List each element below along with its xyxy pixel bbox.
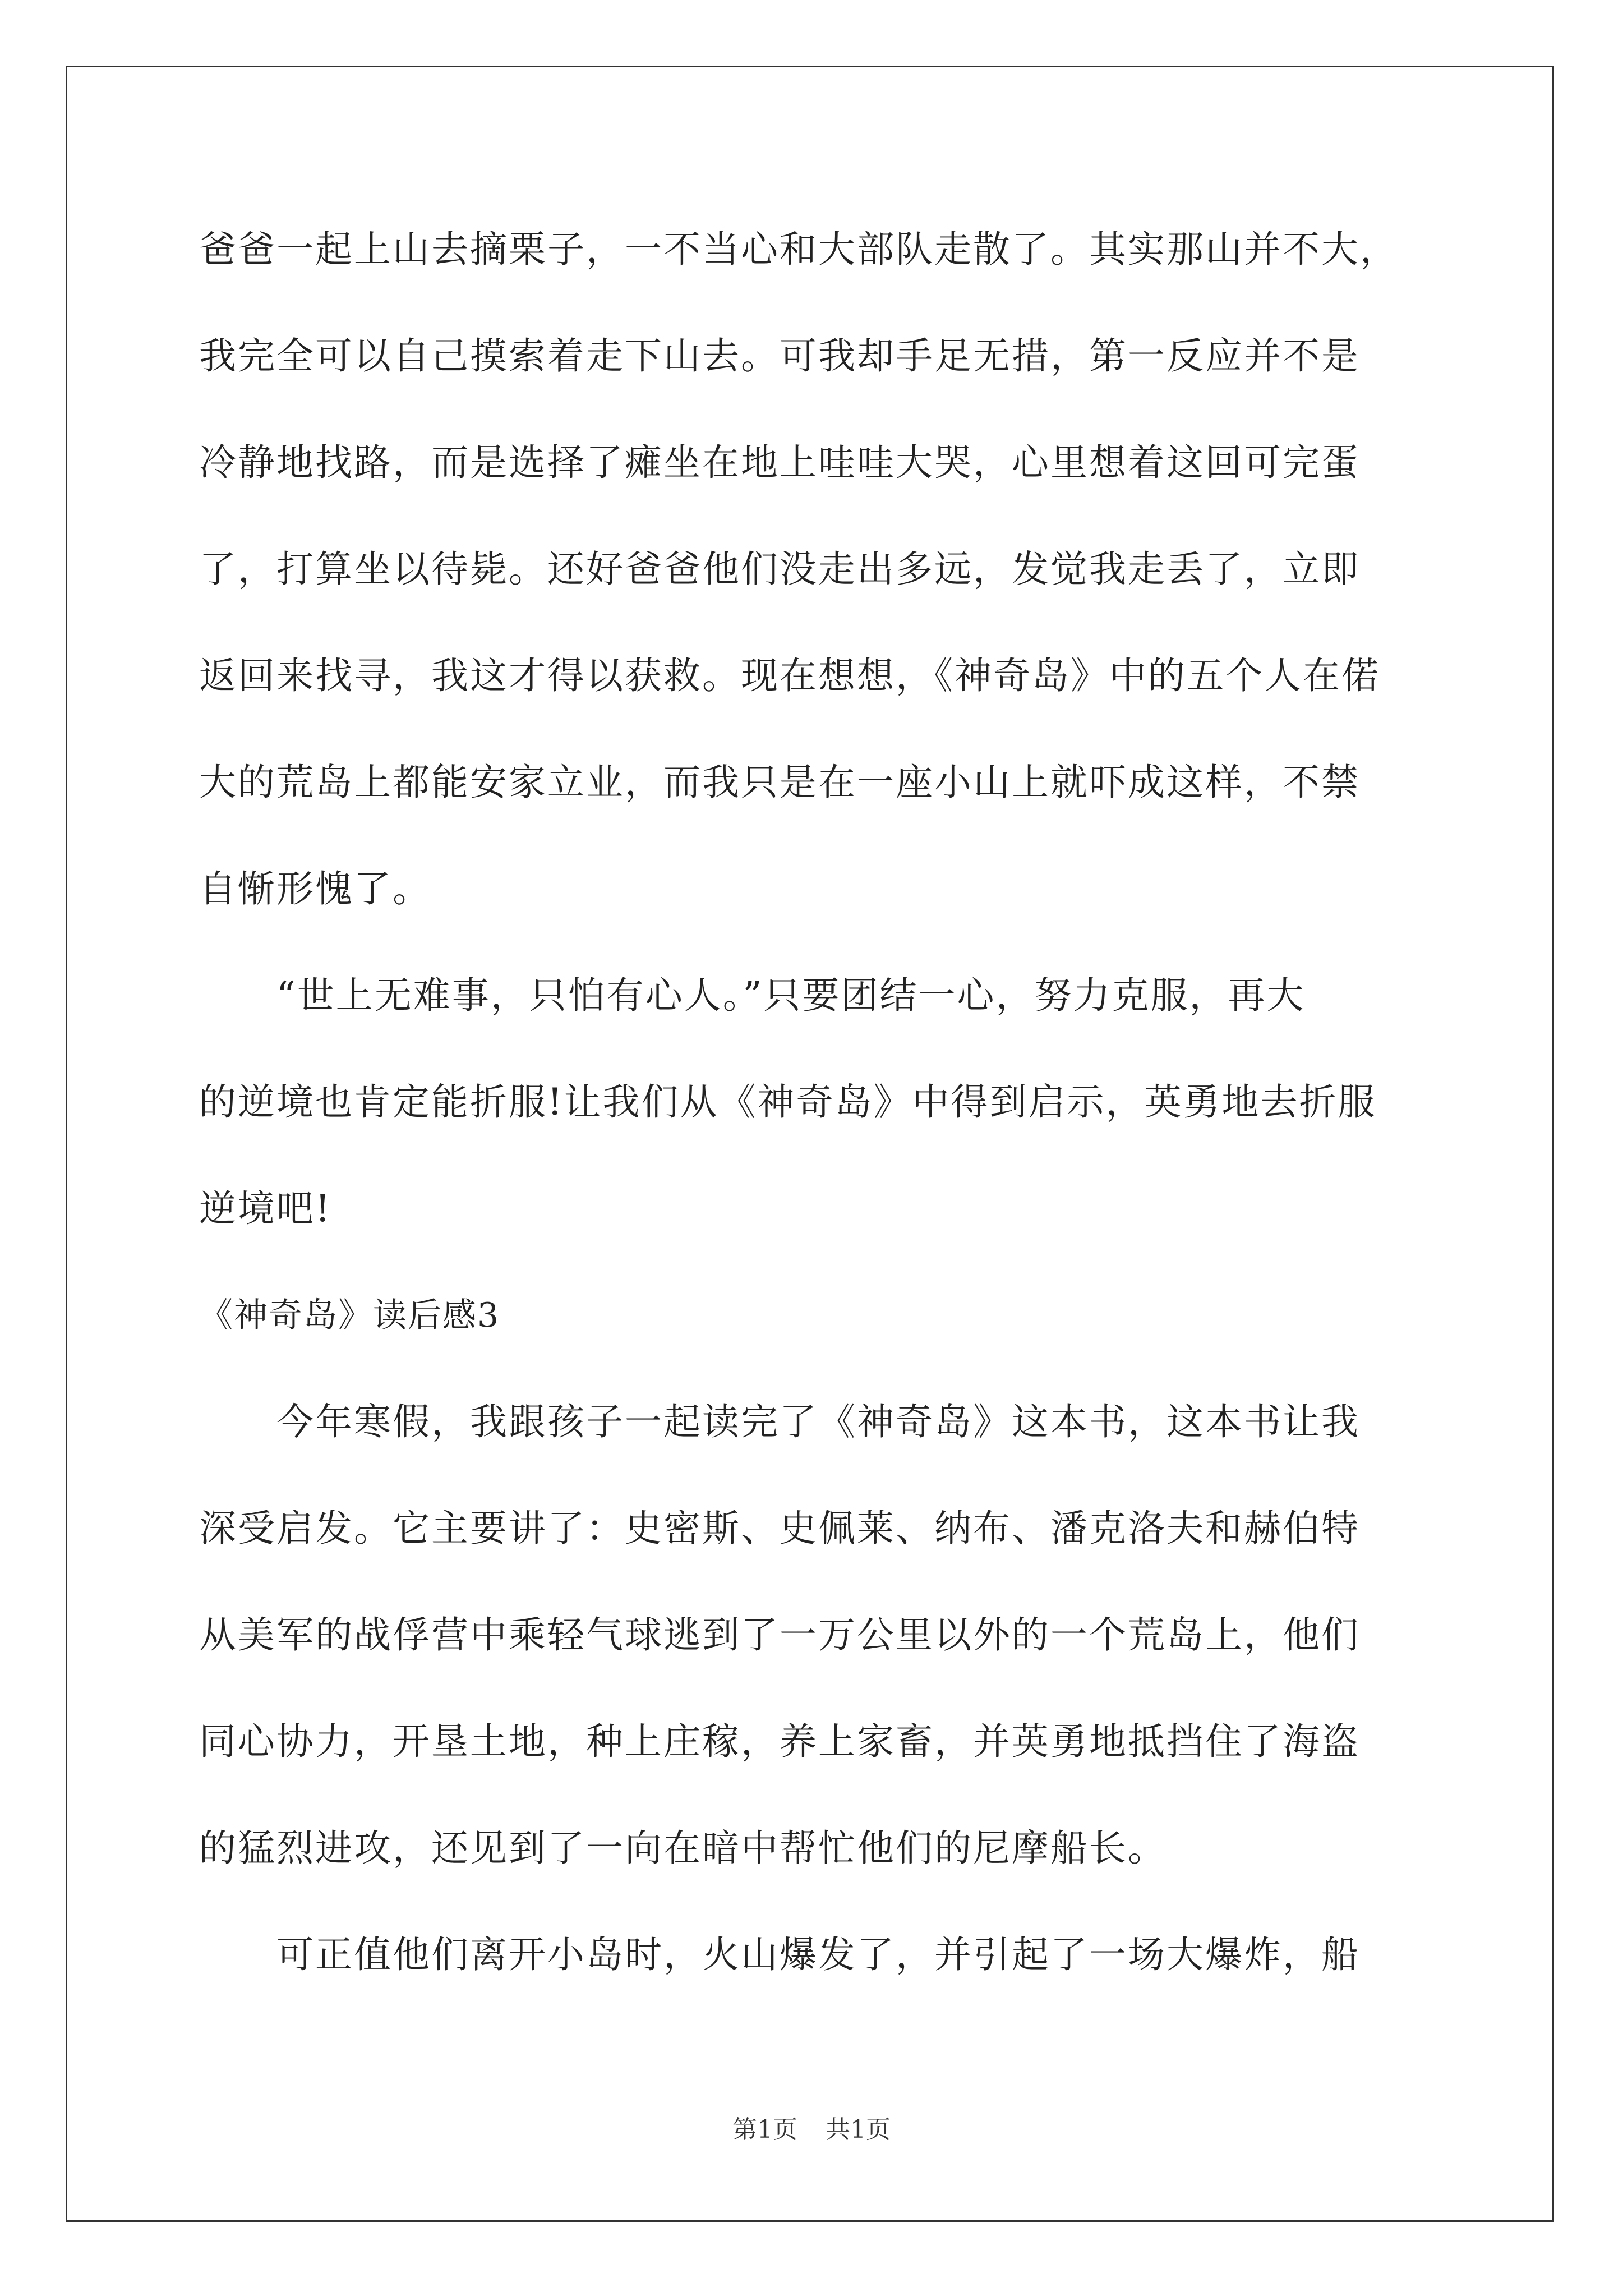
text-line: 大的荒岛上都能安家立业，而我只是在一座小山上就吓成这样，不禁 (199, 761, 1360, 804)
section-heading: 《神奇岛》读后感3 (199, 1296, 500, 1335)
page-number: 第1页 (732, 2115, 797, 2144)
text-line: 逆境吧! (199, 1187, 332, 1230)
text-line: 的猛烈进攻，还见到了一向在暗中帮忙他们的尼摩船长。 (199, 1826, 1166, 1870)
text-line: 可正值他们离开小岛时，火山爆发了，并引起了一场大爆炸，船 (199, 1933, 1360, 1976)
text-line: 冷静地找路，而是选择了瘫坐在地上哇哇大哭，心里想着这回可完蛋 (199, 441, 1360, 484)
text-line: 深受启发。它主要讲了：史密斯、史佩莱、纳布、潘克洛夫和赫伯特 (199, 1507, 1360, 1550)
text-line: 自惭形愧了。 (199, 867, 431, 910)
text-line: 了，打算坐以待毙。还好爸爸他们没走出多远，发觉我走丢了，立即 (199, 547, 1360, 591)
text-line: 同心协力，开垦土地，种上庄稼，养上家畜，并英勇地抵挡住了海盗 (199, 1720, 1360, 1763)
text-line: 我完全可以自己摸索着走下山去。可我却手足无措，第一反应并不是 (199, 334, 1360, 378)
text-line: “世上无难事，只怕有心人。”只要团结一心，努力克服，再大 (199, 974, 1306, 1017)
text-line: 的逆境也肯定能折服!让我们从《神奇岛》中得到启示，英勇地去折服 (199, 1080, 1377, 1124)
text-line: 爸爸一起上山去摘栗子，一不当心和大部队走散了。其实那山并不大， (199, 228, 1399, 271)
text-line: 返回来找寻，我这才得以获救。现在想想，《神奇岛》中的五个人在偌 (199, 654, 1380, 697)
document-body (199, 196, 1438, 2008)
text-line: 今年寒假，我跟孩子一起读完了《神奇岛》这本书，这本书让我 (199, 1400, 1360, 1443)
text-line: 从美军的战俘营中乘轻气球逃到了一万公里以外的一个荒岛上，他们 (199, 1613, 1360, 1657)
page-total: 共1页 (826, 2115, 891, 2144)
page-footer (0, 2109, 1623, 2145)
